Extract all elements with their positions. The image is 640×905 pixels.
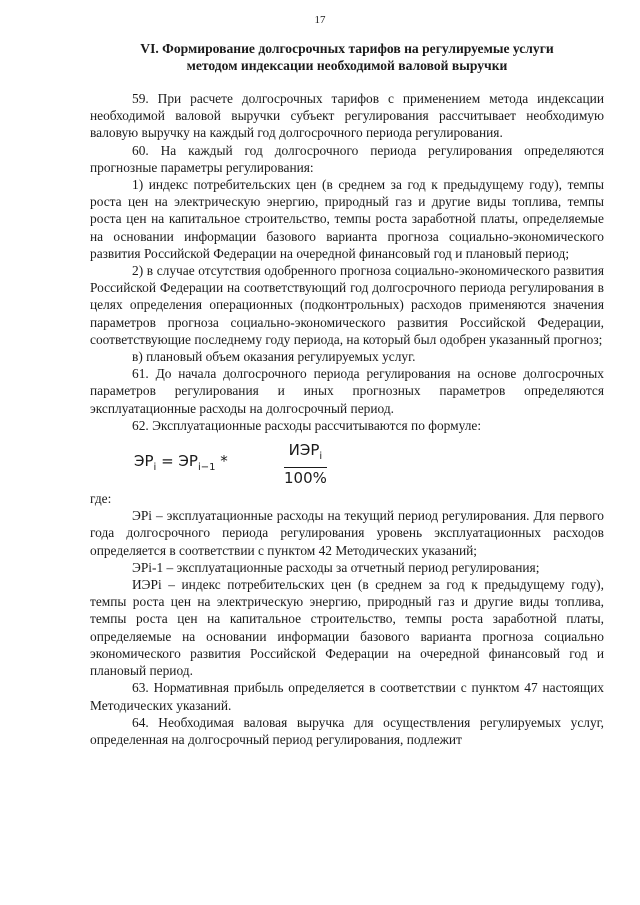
paragraph-61: 61. До начала долгосрочного периода регулирования на основе долгосрочных параметров регулирования и иных прогнозных параметров определяются эксплуатационные расходы на долгосрочный период. (90, 366, 604, 416)
formula-numerator: $ИЭР_i$ (284, 440, 327, 468)
where-label: где: (90, 491, 112, 507)
heading-line-2: методом индексации необходимой валовой выручки (186, 58, 508, 73)
section-heading (90, 40, 604, 74)
heading-line-1: VI. Формирование долгосрочных тарифов на регулируемые услуги (140, 41, 554, 56)
paragraph-64: 64. Необходимая валовая выручка для осуществления регулируемых услуг, определенная на долгосрочный период регулирования, подлежит (90, 714, 604, 747)
page-number: 17 (314, 14, 326, 26)
definition-ier: ИЭРi – индекс потребительских цен (в среднем за год к предыдущему году), темпы роста цен на электрическую энергию, природный газ и другие виды топлива, темпы роста цен на капитальное строительство, темпы роста заработной платы, определяемые на основании информации базового варианта прогноза социально экономического развития Российской Федерации на очередной финансовый год и плановый период. (90, 577, 604, 679)
paragraph-60: 60. На каждый год долгосрочного периода регулирования определяются прогнозные параметры регулирования: (90, 142, 604, 175)
document-body (90, 90, 604, 748)
paragraph-60-item-2: 2) в случае отсутствия одобренного прогноза социально-экономического развития Российской Федерации на соответствующий год долгосрочного периода регулирования в целях определения операционных (подконтрольных) расходов применяются значения параметров прогноза социально-экономического развития Российской Федерации, соответствующие последнему году периода, на который был одобрен указанный прогноз; (90, 263, 604, 347)
formula-denominator: 100% (284, 469, 327, 488)
definition-er-prev: ЭРi-1 – эксплуатационные расходы за отчетный период регулирования; (132, 559, 540, 575)
paragraph-60-item-3: в) плановый объем оказания регулируемых услуг. (132, 349, 416, 365)
paragraph-62: 62. Эксплуатационные расходы рассчитываются по формуле: (132, 417, 482, 433)
formula-fraction (284, 440, 327, 488)
definition-er: ЭРi – эксплуатационные расходы на текущий период регулирования. Для первого года долгосрочного периода регулирования уровень эксплуатационных расходов определяется в соответствии с пунктом 42 Методических указаний; (90, 508, 604, 558)
paragraph-63: 63. Нормативная прибыль определяется в соответствии с пунктом 47 настоящих Методических указаний. (90, 680, 604, 713)
formula-left: $ЭР_i = ЭР_{i-1}$ * (134, 452, 228, 474)
paragraph-59: 59. При расчете долгосрочных тарифов с применением метода индексации необходимой валовой выручки субъект регулирования рассчитывает необходимую валовую выручку на каждый год долгосрочного периода регулирования. (90, 91, 604, 141)
paragraph-60-item-1: 1) индекс потребительских цен (в среднем за год к предыдущему году), темпы роста цен на электрическую энергию, природный газ и другие виды топлива, темпы роста цен на капитальное строительство, темпы роста заработной платы, определяемые на основании информации базового варианта прогноза социально-экономического развития Российской Федерации на очередной финансовый год и плановый период; (90, 177, 604, 261)
formula (134, 440, 604, 488)
